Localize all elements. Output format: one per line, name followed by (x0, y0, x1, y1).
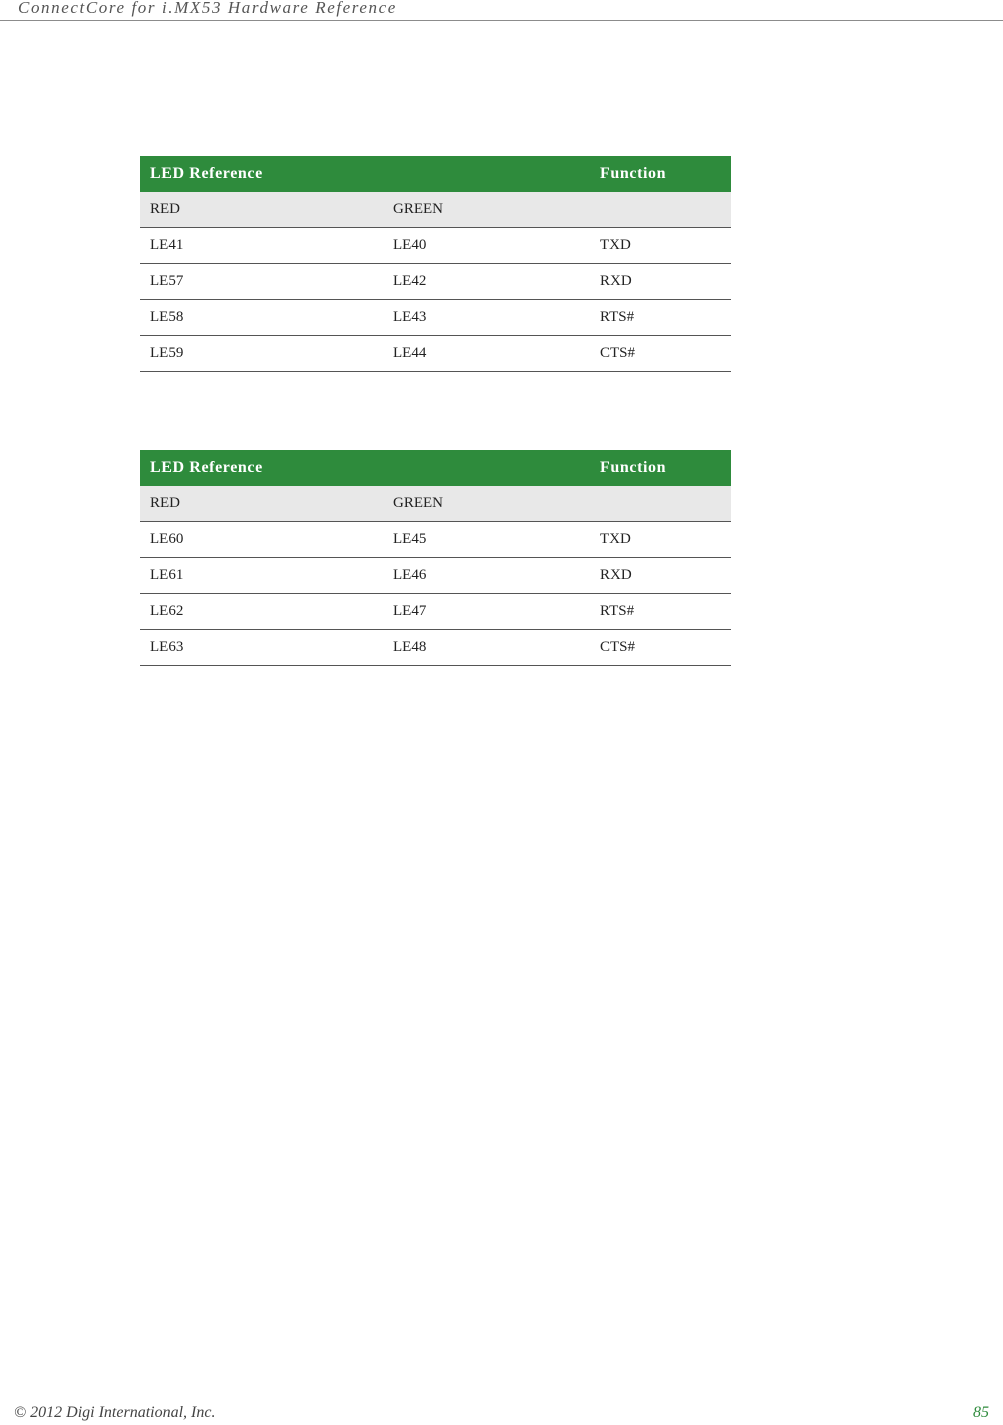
subheader-green: GREEN (383, 192, 590, 228)
table-row (140, 522, 731, 558)
table-row (140, 630, 731, 666)
cell-function: RXD (590, 558, 731, 594)
table-row (140, 594, 731, 630)
header-blank (383, 450, 590, 486)
cell-function: RXD (590, 264, 731, 300)
header-blank (383, 156, 590, 192)
cell-green: LE40 (383, 228, 590, 264)
subheader-blank (590, 486, 731, 522)
cell-red: LE59 (140, 336, 383, 372)
cell-red: LE63 (140, 630, 383, 666)
cell-function: CTS# (590, 630, 731, 666)
cell-green: LE45 (383, 522, 590, 558)
table-row (140, 264, 731, 300)
header-led-reference: LED Reference (140, 156, 383, 192)
cell-function: TXD (590, 522, 731, 558)
cell-red: LE41 (140, 228, 383, 264)
cell-red: LE58 (140, 300, 383, 336)
table-subheader-row (140, 486, 731, 522)
subheader-green: GREEN (383, 486, 590, 522)
table-row (140, 228, 731, 264)
cell-green: LE44 (383, 336, 590, 372)
table-row (140, 336, 731, 372)
cell-green: LE42 (383, 264, 590, 300)
running-header: ConnectCore for i.MX53 Hardware Reference (18, 0, 397, 17)
header-led-reference: LED Reference (140, 450, 383, 486)
table-row (140, 558, 731, 594)
cell-green: LE48 (383, 630, 590, 666)
cell-red: LE62 (140, 594, 383, 630)
cell-function: RTS# (590, 594, 731, 630)
subheader-red: RED (140, 486, 383, 522)
cell-green: LE47 (383, 594, 590, 630)
header-function: Function (590, 156, 731, 192)
subheader-red: RED (140, 192, 383, 228)
table-subheader-row (140, 192, 731, 228)
cell-red: LE60 (140, 522, 383, 558)
table-row (140, 300, 731, 336)
cell-green: LE43 (383, 300, 590, 336)
header-rule (0, 20, 1003, 21)
cell-red: LE57 (140, 264, 383, 300)
subheader-blank (590, 192, 731, 228)
footer-copyright: © 2012 Digi International, Inc. (14, 1404, 216, 1421)
header-function: Function (590, 450, 731, 486)
cell-red: LE61 (140, 558, 383, 594)
led-table-2 (140, 450, 731, 666)
cell-function: RTS# (590, 300, 731, 336)
table-header-row (140, 450, 731, 486)
table-header-row (140, 156, 731, 192)
cell-function: TXD (590, 228, 731, 264)
led-table-1 (140, 156, 731, 372)
cell-green: LE46 (383, 558, 590, 594)
cell-function: CTS# (590, 336, 731, 372)
footer-page-number: 85 (973, 1404, 989, 1421)
